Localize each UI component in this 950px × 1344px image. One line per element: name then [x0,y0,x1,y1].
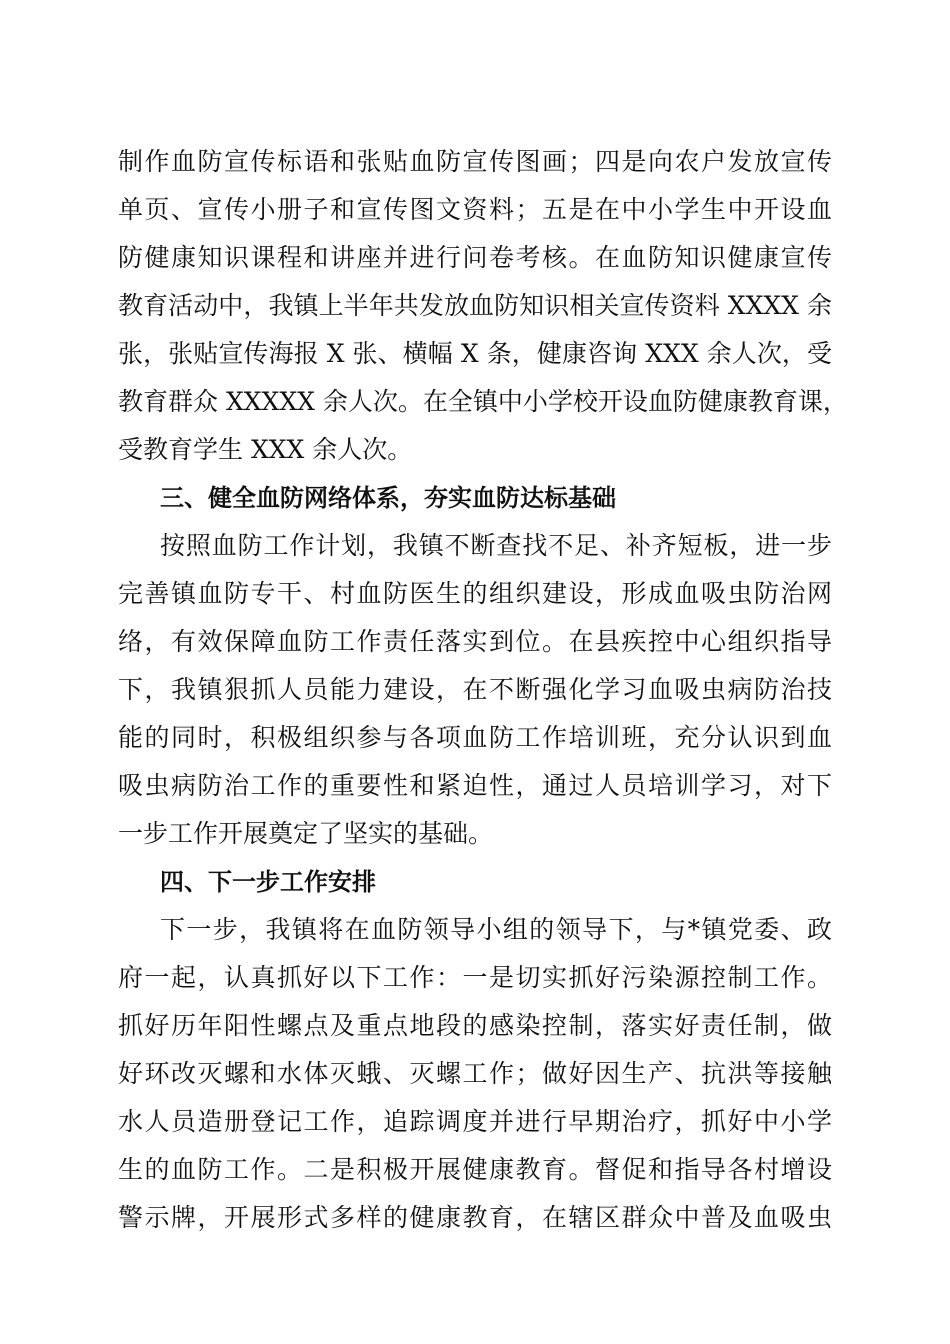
text-line: 防健康知识课程和讲座并进行问卷考核。在血防知识健康宣传 [118,243,832,272]
text-line: 府一起，认真抓好以下工作：一是切实抓好污染源控制工作。 [118,963,832,992]
text-line: 教育活动中，我镇上半年共发放血防知识相关宣传资料 XXXX 余 [118,291,832,320]
text-line: 警示牌，开展形式多样的健康教育，在辖区群众中普及血吸虫 [118,1203,832,1232]
text-line: 教育群众 XXXXX 余人次。在全镇中小学校开设血防健康教育课， [118,387,848,416]
section-heading-3: 三、健全血防网络体系，夯实血防达标基础 [160,484,616,512]
text-line: 下，我镇狠抓人员能力建设，在不断强化学习血吸虫病防治技 [118,675,832,704]
text-line: 抓好历年阳性螺点及重点地段的感染控制，落实好责任制，做 [118,1011,832,1040]
text-line: 按照血防工作计划，我镇不断查找不足、补齐短板，进一步 [160,531,832,560]
text-line: 完善镇血防专干、村血防医生的组织建设，形成血吸虫防治网 [118,579,832,608]
text-line: 张，张贴宣传海报 X 张、横幅 X 条，健康咨询 XXX 余人次，受 [118,339,832,368]
text-line: 水人员造册登记工作，追踪调度并进行早期治疗，抓好中小学 [118,1107,832,1136]
text-line: 受教育学生 XXX 余人次。 [118,435,413,464]
text-line: 生的血防工作。二是积极开展健康教育。督促和指导各村增设 [118,1155,832,1184]
text-line: 能的同时，积极组织参与各项血防工作培训班，充分认识到血 [118,723,832,752]
text-line: 好环改灭螺和水体灭蛾、灭螺工作；做好因生产、抗洪等接触 [118,1059,832,1088]
text-line: 单页、宣传小册子和宣传图文资料；五是在中小学生中开设血 [118,195,832,224]
text-line: 络，有效保障血防工作责任落实到位。在县疾控中心组织指导 [118,627,832,656]
text-line: 一步工作开展奠定了坚实的基础。 [118,819,494,848]
text-line: 制作血防宣传标语和张贴血防宣传图画；四是向农户发放宣传 [118,147,832,176]
text-line: 下一步，我镇将在血防领导小组的领导下，与*镇党委、政 [160,915,832,944]
text-line: 吸虫病防治工作的重要性和紧迫性，通过人员培训学习，对下 [118,771,832,800]
section-heading-4: 四、下一步工作安排 [160,868,376,896]
